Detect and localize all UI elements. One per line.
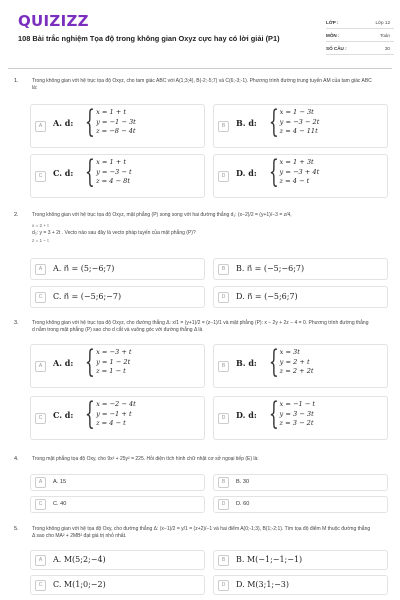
equation-line: y = 2 + t xyxy=(279,357,310,366)
option-label: C. d: xyxy=(53,409,74,420)
meta-key: SỐ CÂU : xyxy=(326,45,347,51)
question-text: Trong mặt phẳng tọa độ Oxy, cho 9x² + 25y² = 225. Hỏi diện tích hình chữ nhật cơ sở ngoại tiếp (E) là: xyxy=(32,456,259,462)
equation-line: y = −3 + 4t xyxy=(279,167,320,176)
option-c[interactable] xyxy=(30,575,205,595)
meta-value: 30 xyxy=(384,45,390,51)
option-text: B. 30 xyxy=(236,479,250,485)
option-a[interactable] xyxy=(30,344,205,388)
meta-key: LỚP : xyxy=(326,19,339,25)
equation-lines xyxy=(280,108,320,137)
option-text: C. 40 xyxy=(53,501,67,507)
option-label: B. d: xyxy=(236,117,257,128)
equation-line: y = −3 − 2t xyxy=(279,117,320,126)
option-c[interactable] xyxy=(30,396,205,440)
option-text: D. n⃗ = (−5;6;7) xyxy=(236,292,298,301)
option-b[interactable] xyxy=(213,258,388,280)
meta-key: MÔN : xyxy=(326,32,340,38)
equation-system xyxy=(236,396,316,432)
meta-row-count xyxy=(326,42,394,55)
option-letter: C xyxy=(35,413,46,424)
equation-system xyxy=(53,104,136,140)
option-d[interactable] xyxy=(213,286,388,308)
equation-line: x = 1 + t xyxy=(96,157,127,166)
option-letter: B xyxy=(218,477,229,488)
meta-value: Toán xyxy=(380,32,390,38)
equation-lines xyxy=(280,158,320,187)
option-letter: D xyxy=(218,580,229,591)
option-label: D. d: xyxy=(236,167,257,178)
equation-lines xyxy=(96,158,132,187)
option-letter: A xyxy=(35,555,46,566)
option-letter: C xyxy=(35,580,46,591)
equation-line: z = 3 − 2t xyxy=(279,419,314,428)
equation-line: z = −8 − 4t xyxy=(96,127,136,136)
option-text: A. M(5;2;−4) xyxy=(53,555,106,564)
equation-lines xyxy=(96,108,136,137)
option-text: B. M(−1;−1;−1) xyxy=(236,555,303,564)
header-divider xyxy=(8,68,392,69)
brace-icon: { xyxy=(85,344,96,380)
brace-icon: { xyxy=(268,154,279,190)
option-c[interactable] xyxy=(30,286,205,308)
option-text: D. M(3;1;−3) xyxy=(236,580,290,589)
option-a[interactable] xyxy=(30,550,205,570)
equation-line: x = −2 − 4t xyxy=(96,399,136,408)
equation-line: z = 2 + 2t xyxy=(279,367,314,376)
question-5 xyxy=(8,526,392,598)
brace-icon: { xyxy=(85,104,96,140)
option-b[interactable] xyxy=(213,104,388,148)
option-letter: B xyxy=(218,264,229,275)
option-c[interactable] xyxy=(30,496,205,513)
option-letter: B xyxy=(218,555,229,566)
option-text: A. 15 xyxy=(53,479,67,485)
meta-row-class xyxy=(326,16,394,29)
equation-system xyxy=(236,344,314,380)
equation-line: y = −1 + t xyxy=(96,409,132,418)
equation-line: x = −3 + t xyxy=(96,347,132,356)
option-letter: D xyxy=(218,171,229,182)
option-b[interactable] xyxy=(213,344,388,388)
question-number: 3. xyxy=(14,320,19,326)
option-text: C. M(1;0;−2) xyxy=(53,580,106,589)
question-number: 2. xyxy=(14,212,19,218)
option-label: B. d: xyxy=(236,357,257,368)
question-text: Trong không gian với hệ trục tọa độ Oxyz, cho đường thẳng Δ: x/1 = (y+1)/2 = (z−1)/1 và mặt phẳng (P): x − 2y + 2z − 4 = 0. Phương trình đường thẳng d nằm trong mặt phẳng (P) sao cho d cắt và vuông góc với đường thẳng Δ là xyxy=(32,320,369,333)
brace-icon: { xyxy=(268,104,279,140)
option-label: C. d: xyxy=(53,167,74,178)
equation-line: z = 4 − t xyxy=(96,419,126,428)
equation-line: x = −1 − t xyxy=(279,399,316,408)
equation-line: z = 4 − 11t xyxy=(279,127,318,136)
equation-line: y = 3 − 3t xyxy=(279,409,314,418)
option-d[interactable] xyxy=(213,396,388,440)
equation-line: z = 4 − 8t xyxy=(96,177,131,186)
question-number: 5. xyxy=(14,526,19,532)
question-text: Trong không gian với hệ trục tọa độ Oxyz, mặt phẳng (P) song song với hai đường thẳng d₁: (x−2)/2 = (y+1)/−3 = z/4, xyxy=(32,212,292,218)
question-text: Trong không gian với hệ tọa độ Oxy, cho đường thẳng Δ: (x−1)/2 = y/1 = (z+2)/−1 và hai điểm A(0;-1;3), B(1;-2;1). Tìm tọa độ điểm M thuộc đường thẳng Δ sao cho MA² + 2MB² đạt giá trị nhỏ nhất. xyxy=(32,526,371,539)
equation-system xyxy=(53,154,132,190)
option-letter: D xyxy=(218,413,229,424)
equation-line: y = −3 − t xyxy=(96,167,132,176)
worksheet-title: 108 Bài trắc nghiệm Tọa độ trong không gian Oxyz cực hay có lời giải (P1) xyxy=(18,34,280,43)
question-1 xyxy=(8,78,392,200)
question-2 xyxy=(8,212,392,312)
d2-line-3: z = 1 − t xyxy=(32,238,49,243)
option-text: D. 60 xyxy=(236,501,250,507)
equation-line: x = 1 − 3t xyxy=(279,107,314,116)
brace-icon: { xyxy=(85,396,96,432)
equation-line: z = 1 − t xyxy=(96,367,126,376)
equation-lines xyxy=(280,348,314,377)
option-letter: C xyxy=(35,292,46,303)
option-letter: D xyxy=(218,292,229,303)
equation-line: x = 1 + t xyxy=(96,107,127,116)
option-letter: C xyxy=(35,171,46,182)
option-text: B. n⃗ = (−5;−6;7) xyxy=(236,264,305,273)
brace-icon: { xyxy=(268,344,279,380)
equation-system xyxy=(53,344,132,380)
option-b[interactable] xyxy=(213,474,388,491)
question-3 xyxy=(8,320,392,444)
equation-lines xyxy=(96,348,132,377)
d2-line-1: x = 2 + t xyxy=(32,223,49,228)
equation-line: y = −1 − 3t xyxy=(96,117,136,126)
brace-icon: { xyxy=(85,154,96,190)
equation-lines xyxy=(96,400,136,429)
option-letter: B xyxy=(218,361,229,372)
option-a[interactable] xyxy=(30,104,205,148)
equation-line: y = 1 − 2t xyxy=(96,357,131,366)
option-letter: B xyxy=(218,121,229,132)
meta-row-subject xyxy=(326,29,394,42)
option-label: D. d: xyxy=(236,409,257,420)
meta-value: Lớp 12 xyxy=(375,19,390,25)
option-d[interactable] xyxy=(213,154,388,198)
option-d[interactable] xyxy=(213,496,388,513)
option-letter: C xyxy=(35,499,46,510)
option-label: A. d: xyxy=(53,117,74,128)
question-4 xyxy=(8,456,392,516)
worksheet-header xyxy=(8,10,392,68)
option-label: A. d: xyxy=(53,357,74,368)
option-text: C. n⃗ = (−5;6;−7) xyxy=(53,292,122,301)
meta-table xyxy=(326,16,394,55)
equation-system xyxy=(236,154,320,190)
quizizz-logo: QUIZIZZ xyxy=(18,12,89,30)
equation-system xyxy=(53,396,136,432)
option-c[interactable] xyxy=(30,154,205,198)
option-letter: A xyxy=(35,264,46,275)
option-letter: A xyxy=(35,477,46,488)
question-number: 1. xyxy=(14,78,19,84)
question-text: Trong không gian với hệ trục tọa độ Oxyz, cho tam giác ABC với A(1;3;4), B(-2;-5;7) và C(6;-3;-1). Phương trình đường trung tuyến AM của tam giác ABC là: xyxy=(32,78,372,91)
question-number: 4. xyxy=(14,456,19,462)
option-text: A. n⃗ = (5;−6;7) xyxy=(53,264,115,273)
brace-icon: { xyxy=(268,396,279,432)
option-b[interactable] xyxy=(213,550,388,570)
d2-line-2: d₂: y = 3 + 2t . Vecto nào sau đây là vecto pháp tuyến của mặt phẳng (P)? xyxy=(32,230,196,236)
equation-system xyxy=(236,104,320,140)
option-d[interactable] xyxy=(213,575,388,595)
option-letter: A xyxy=(35,361,46,372)
option-letter: A xyxy=(35,121,46,132)
equation-lines xyxy=(280,400,316,429)
option-a[interactable] xyxy=(30,258,205,280)
equation-line: x = 3t xyxy=(279,347,300,356)
option-a[interactable] xyxy=(30,474,205,491)
equation-line: z = 4 − t xyxy=(279,177,310,186)
equation-line: x = 1 + 3t xyxy=(279,157,314,166)
option-letter: D xyxy=(218,499,229,510)
